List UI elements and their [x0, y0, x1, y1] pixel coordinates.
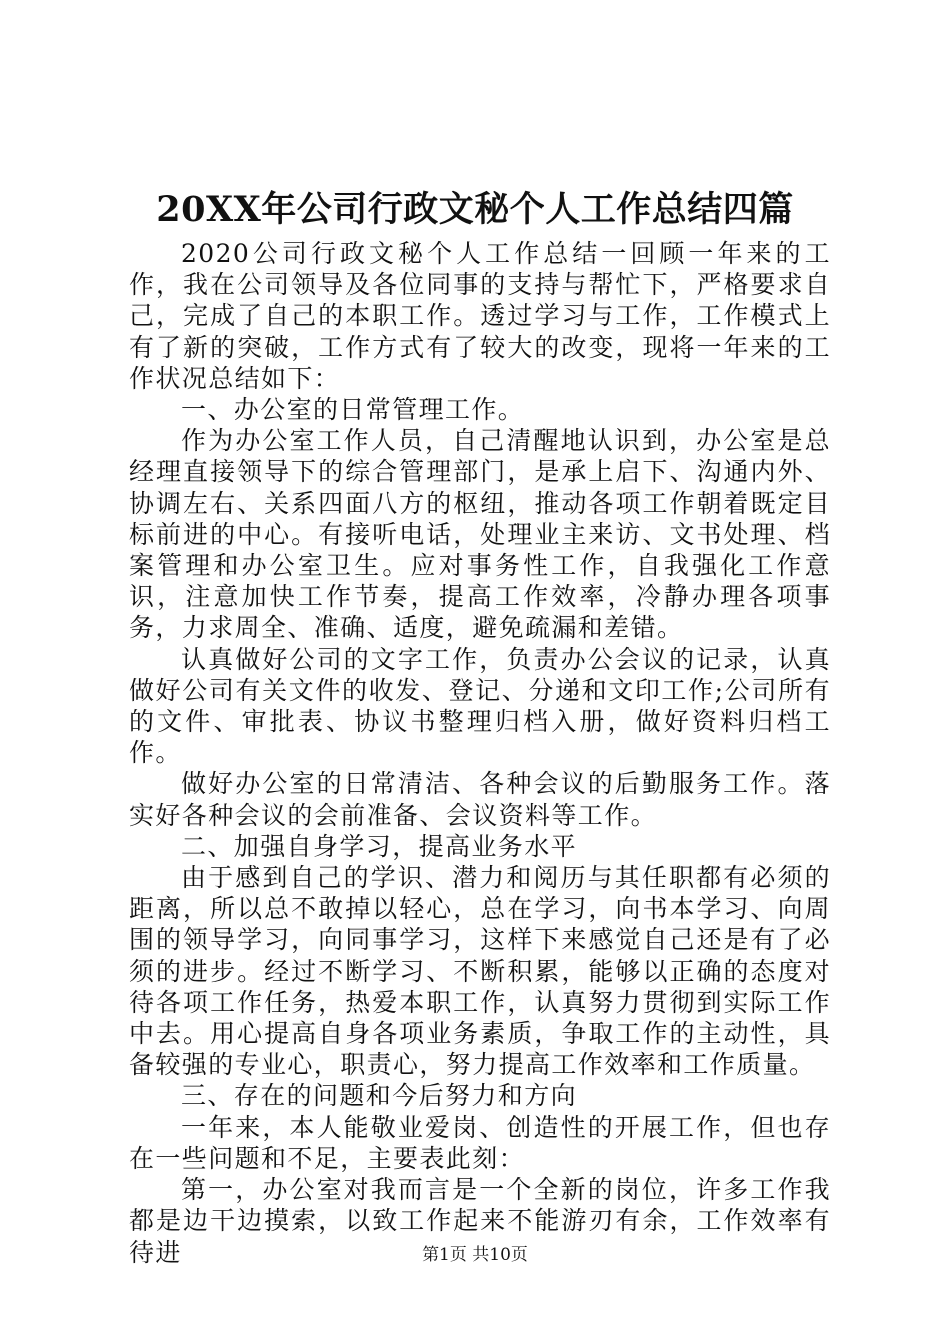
paragraph: 认真做好公司的文字工作，负责办公会议的记录，认真做好公司有关文件的收发、登记、分递和文印工作;公司所有的文件、审批表、协议书整理归档入册，做好资料归档工作。 — [129, 644, 831, 768]
paragraph-intro: 2020公司行政文秘个人工作总结一回顾一年来的工作，我在公司领导及各位同事的支持与帮忙下，严格要求自己，完成了自己的本职工作。透过学习与工作，工作模式上有了新的突破，工作方式有了较大的改变，现将一年来的工作状况总结如下： — [129, 239, 831, 393]
section-heading-3: 三、存在的问题和今后努力和方向 — [181, 1081, 578, 1111]
paragraph: 第一，办公室对我而言是一个全新的岗位，许多工作我都是边干边摸索，以致工作起来不能游刃有余，工作效率有待进 — [129, 1175, 831, 1267]
document-body — [129, 238, 831, 1268]
paragraph: 一年来，本人能敬业爱岗、创造性的开展工作，但也存在一些问题和不足，主要表此刻： — [129, 1112, 831, 1173]
paragraph: 作为办公室工作人员，自己清醒地认识到，办公室是总经理直接领导下的综合管理部门，是承上启下、沟通内外、协调左右、关系四面八方的枢纽，推动各项工作朝着既定目标前进的中心。有接听电话，处理业主来访、文书处理、档案管理和办公室卫生。应对事务性工作，自我强化工作意识，注意加快工作节奏，提高工作效率，冷静办理各项事务，力求周全、准确、适度，避免疏漏和差错。 — [129, 426, 831, 643]
document-title: 20XX年公司行政文秘个人工作总结四篇 — [156, 189, 794, 230]
paragraph: 做好办公室的日常清洁、各种会议的后勤服务工作。落实好各种会议的会前准备、会议资料等工作。 — [129, 769, 831, 830]
section-heading-2: 二、加强自身学习，提高业务水平 — [181, 831, 578, 861]
paragraph: 由于感到自己的学识、潜力和阅历与其任职都有必须的距离，所以总不敢掉以轻心，总在学习，向书本学习、向周围的领导学习，向同事学习，这样下来感觉自己还是有了必须的进步。经过不断学习、不断积累，能够以正确的态度对待各项工作任务，热爱本职工作，认真努力贯彻到实际工作中去。用心提高自身各项业务素质，争取工作的主动性，具备较强的专业心，职责心，努力提高工作效率和工作质量。 — [129, 863, 831, 1080]
section-heading-1: 一、办公室的日常管理工作。 — [181, 395, 525, 425]
page-number-footer: 第1页 共10页 — [422, 1245, 528, 1265]
